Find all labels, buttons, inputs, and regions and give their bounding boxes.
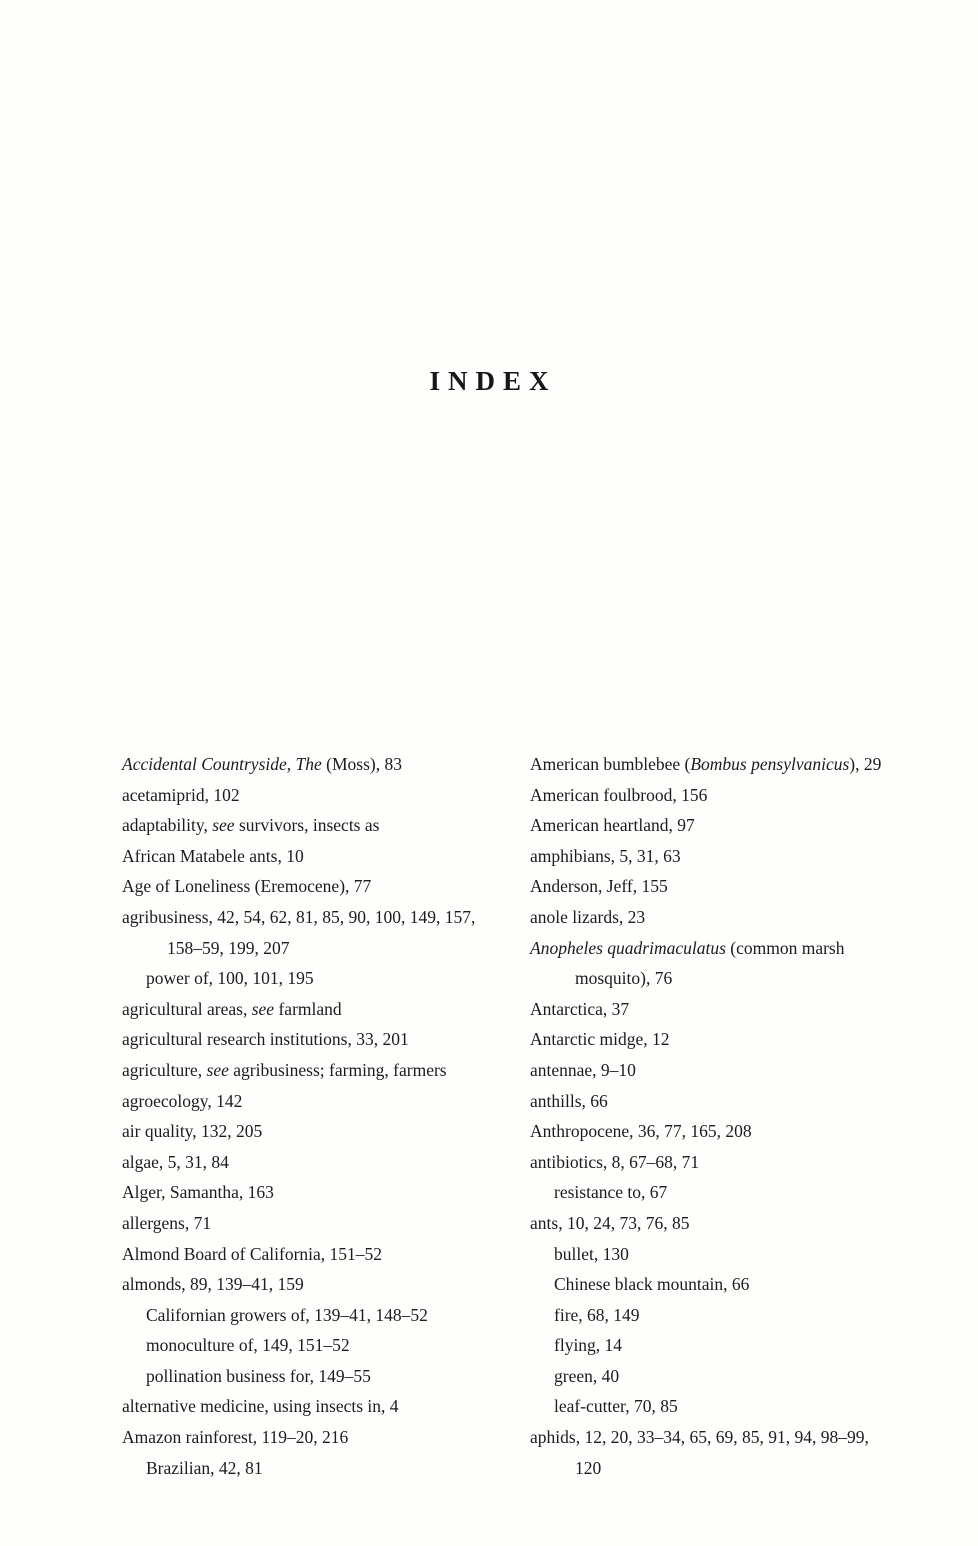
index-entry-text: (Moss), 83 <box>321 754 402 774</box>
index-entry <box>122 1269 496 1300</box>
index-entry-text: agricultural areas, <box>122 998 252 1019</box>
index-entry-text-italic: see <box>251 998 275 1019</box>
index-entry-text: Antarctic midge, 12 <box>530 1029 670 1050</box>
index-entry-text: air quality, 132, 205 <box>122 1121 263 1142</box>
index-entry <box>530 1055 904 1086</box>
index-entry-text: 158–59, 199, 207 <box>167 937 290 958</box>
index-entry-text: Chinese black mountain, 66 <box>554 1274 750 1295</box>
index-entry-text: Anthropocene, 36, 77, 165, 208 <box>530 1121 752 1142</box>
index-entry <box>530 1177 904 1208</box>
index-entry <box>530 963 904 994</box>
index-entry <box>122 994 496 1025</box>
index-entry-text: mosquito), 76 <box>575 968 673 989</box>
index-column-left <box>122 749 496 1483</box>
index-entry-text: alternative medicine, using insects in, 4 <box>122 1396 399 1417</box>
index-columns <box>0 749 978 1483</box>
index-entry-text: algae, 5, 31, 84 <box>122 1151 229 1172</box>
index-entry-text: allergens, 71 <box>122 1212 212 1233</box>
index-entry-text: bullet, 130 <box>554 1243 629 1264</box>
index-entry <box>122 933 496 964</box>
index-entry-text: Almond Board of California, 151–52 <box>122 1243 383 1264</box>
index-entry <box>530 1086 904 1117</box>
index-entry <box>530 780 904 811</box>
index-entry <box>530 1116 904 1147</box>
index-entry <box>530 1300 904 1331</box>
index-entry-text: acetamiprid, 102 <box>122 784 240 805</box>
index-entry <box>530 749 904 780</box>
index-entry <box>530 1361 904 1392</box>
index-entry <box>530 1147 904 1178</box>
index-entry-text: power of, 100, 101, 195 <box>146 968 314 989</box>
index-entry-text: (common marsh <box>725 937 845 958</box>
index-entry <box>122 1116 496 1147</box>
index-entry-text: American heartland, 97 <box>530 815 695 836</box>
index-entry <box>122 1024 496 1055</box>
index-entry <box>530 1269 904 1300</box>
index-entry-text: monoculture of, 149, 151–52 <box>146 1335 350 1356</box>
index-entry <box>122 810 496 841</box>
index-entry-text: antibiotics, 8, 67–68, 71 <box>530 1151 700 1172</box>
index-entry-text: resistance to, 67 <box>554 1182 668 1203</box>
index-entry <box>122 1300 496 1331</box>
index-entry-text: aphids, 12, 20, 33–34, 65, 69, 85, 91, 94, 98–99, <box>530 1427 869 1448</box>
index-entry-text: agriculture, <box>122 1059 207 1080</box>
index-entry-text-italic: Anopheles quadrimaculatus <box>530 937 726 958</box>
index-entry <box>122 1391 496 1422</box>
index-entry-text: Alger, Samantha, 163 <box>122 1182 274 1203</box>
index-entry-text: antennae, 9–10 <box>530 1059 636 1080</box>
index-entry <box>530 1239 904 1270</box>
index-entry-text: Age of Loneliness (Eremocene), 77 <box>122 876 372 897</box>
index-entry-text: fire, 68, 149 <box>554 1304 640 1325</box>
index-entry <box>122 1422 496 1453</box>
index-entry <box>530 871 904 902</box>
index-entry-text: anole lizards, 23 <box>530 906 646 927</box>
index-entry <box>530 1024 904 1055</box>
index-entry <box>530 1208 904 1239</box>
index-entry <box>530 841 904 872</box>
index-entry <box>122 1086 496 1117</box>
index-entry-text: ), 29 <box>849 754 882 774</box>
index-entry <box>122 1177 496 1208</box>
index-entry-text: pollination business for, 149–55 <box>146 1365 371 1386</box>
index-entry-text: agribusiness, 42, 54, 62, 81, 85, 90, 100, 149, 157, <box>122 906 476 927</box>
index-entry-text: ants, 10, 24, 73, 76, 85 <box>530 1212 690 1233</box>
index-entry <box>122 1147 496 1178</box>
index-entry-text: Anderson, Jeff, 155 <box>530 876 668 897</box>
page-title: INDEX <box>429 366 557 396</box>
index-entry-text: Californian growers of, 139–41, 148–52 <box>146 1304 428 1325</box>
index-entry-text: almonds, 89, 139–41, 159 <box>122 1274 304 1295</box>
index-entry <box>122 749 496 780</box>
index-entry <box>122 1239 496 1270</box>
index-entry-text: agricultural research institutions, 33, 201 <box>122 1029 409 1050</box>
index-entry <box>122 1330 496 1361</box>
index-entry-text: green, 40 <box>554 1365 620 1386</box>
index-entry <box>530 994 904 1025</box>
index-entry <box>530 902 904 933</box>
index-entry-text: 120 <box>575 1457 602 1478</box>
index-entry-text-italic: see <box>212 815 235 836</box>
index-entry <box>122 1361 496 1392</box>
index-entry-text: survivors, insects as <box>234 815 380 836</box>
index-entry-text: farmland <box>274 998 342 1019</box>
index-entry-text-italic: see <box>206 1059 229 1080</box>
index-entry-text: leaf-cutter, 70, 85 <box>554 1396 678 1417</box>
index-entry-text: adaptability, <box>122 815 213 836</box>
index-entry-text: anthills, 66 <box>530 1090 608 1111</box>
index-entry-text: agribusiness; farming, farmers <box>228 1059 447 1080</box>
index-entry-text: Antarctica, 37 <box>530 998 630 1019</box>
index-entry <box>122 902 496 933</box>
index-entry <box>530 933 904 964</box>
index-entry-text: Brazilian, 42, 81 <box>146 1457 263 1478</box>
index-entry-text: African Matabele ants, 10 <box>122 845 304 866</box>
index-entry <box>122 1208 496 1239</box>
index-entry-text: Amazon rainforest, 119–20, 216 <box>122 1427 349 1448</box>
index-column-right <box>530 749 904 1483</box>
index-entry <box>530 1391 904 1422</box>
index-entry-text: flying, 14 <box>554 1335 623 1356</box>
index-entry-text: amphibians, 5, 31, 63 <box>530 845 681 866</box>
index-entry <box>122 963 496 994</box>
index-entry <box>122 871 496 902</box>
index-entry <box>530 1330 904 1361</box>
index-entry <box>122 1453 496 1484</box>
index-entry <box>530 1422 904 1453</box>
index-entry <box>122 1055 496 1086</box>
index-entry-text: agroecology, 142 <box>122 1090 243 1111</box>
index-entry-text: American bumblebee ( <box>530 754 691 774</box>
index-entry <box>122 780 496 811</box>
index-entry-text: American foulbrood, 156 <box>530 784 708 805</box>
index-entry <box>530 1453 904 1484</box>
index-entry <box>530 810 904 841</box>
index-entry <box>122 841 496 872</box>
index-entry-text-italic: Accidental Countryside, The <box>122 754 322 774</box>
index-entry-text-italic: Bombus pensylvanicus <box>690 754 850 774</box>
